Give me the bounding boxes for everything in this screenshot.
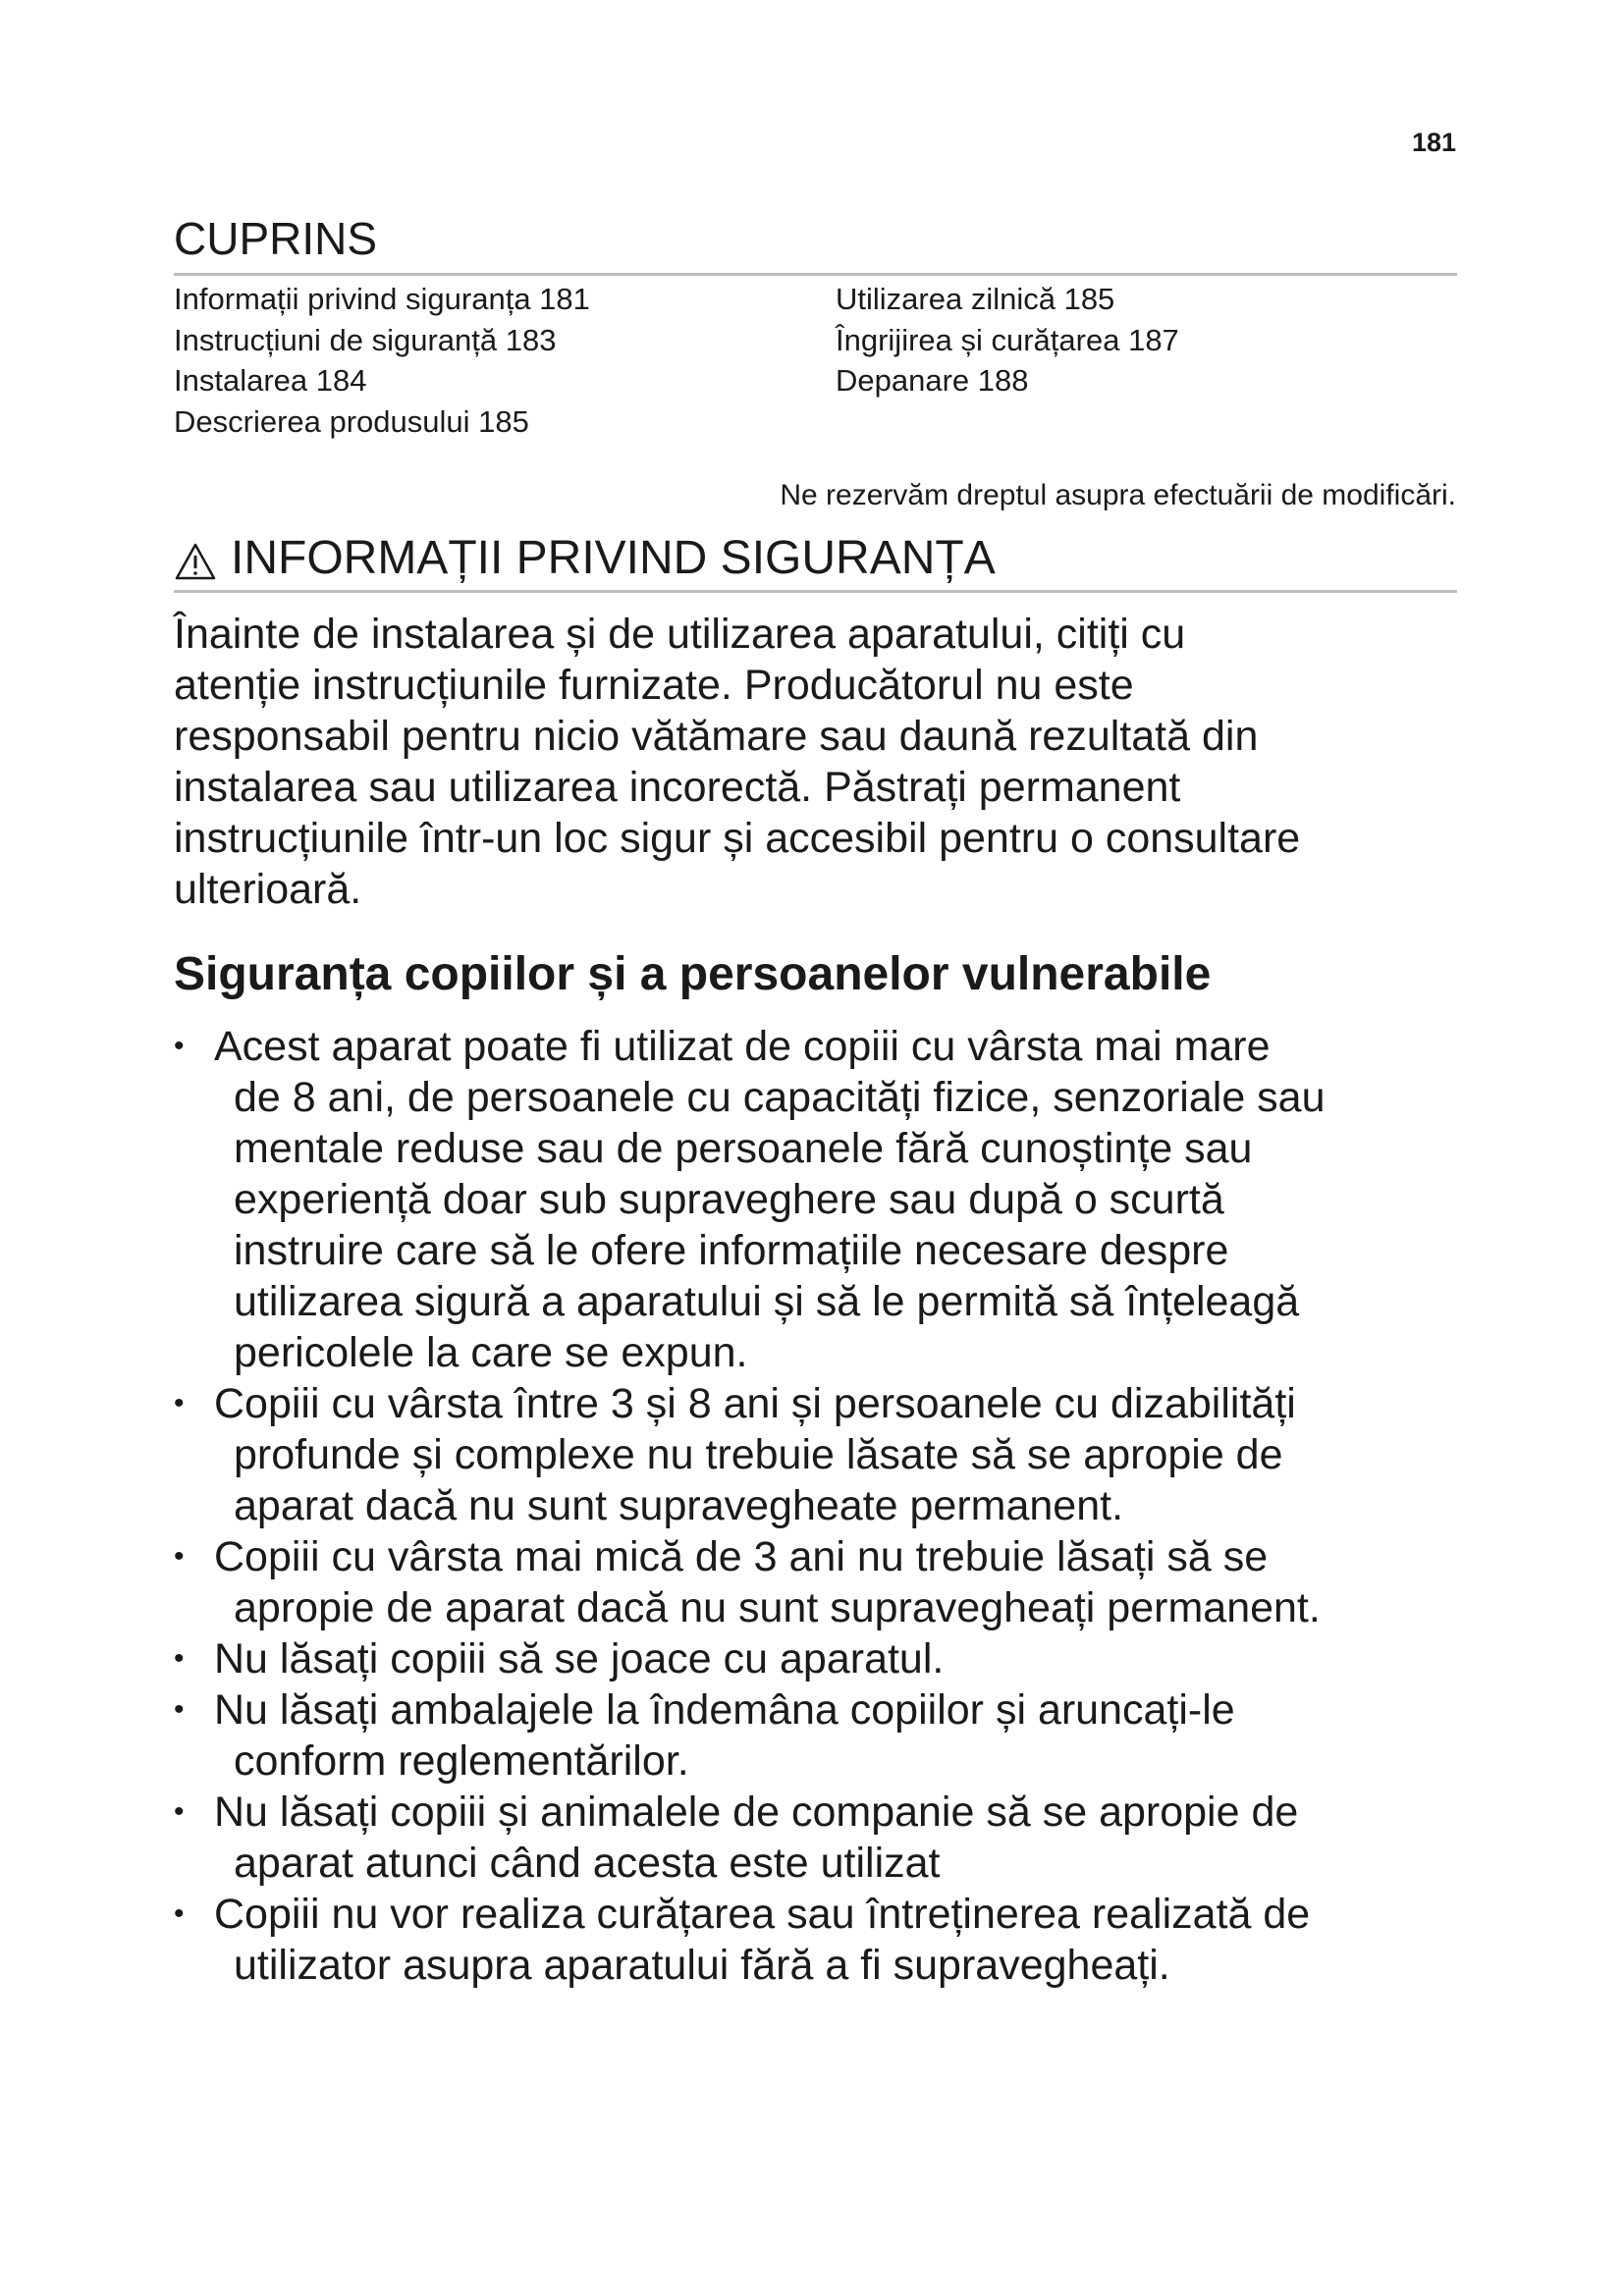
bullet-line: mentale reduse sau de persoanele fără cunoștințe sau [234,1125,1253,1172]
intro-line: Înainte de instalarea și de utilizarea aparatului, citiți cu [174,611,1186,658]
bullet-line: experiență doar sub supraveghere sau după o scurtă [234,1176,1224,1223]
toc-item[interactable]: Instalarea 184 [174,363,367,398]
bullet-marker: • [174,1030,185,1062]
toc-item[interactable]: Îngrijirea și curățarea 187 [836,322,1179,357]
bullet-line: de 8 ani, de persoanele cu capacități fizice, senzoriale sau [234,1074,1326,1121]
list-item [174,1633,1470,1684]
bullet-line: Acest aparat poate fi utilizat de copiii cu vârsta mai mare [214,1023,1271,1070]
section-heading [174,531,996,585]
toc-item[interactable]: Descrierea produsului 185 [174,403,529,439]
bullet-marker: • [174,1387,185,1419]
bullet-line: Nu lăsați copiii să se joace cu aparatul. [214,1635,945,1682]
list-item [174,1787,1470,1889]
bullet-line: apropie de aparat dacă nu sunt supravegheați permanent. [234,1584,1321,1631]
bullet-marker: • [174,1642,185,1675]
intro-line: instrucțiunile într-un loc sigur și accesibil pentru o consultare [174,815,1301,862]
bullet-line: utilizator asupra aparatului fără a fi supravegheați. [234,1942,1170,1989]
list-item [174,1684,1470,1787]
bullet-line: utilizarea sigură a aparatului și să le permită să înțeleagă [234,1278,1300,1325]
intro-line: ulterioară. [174,866,362,913]
intro-paragraph [174,609,1470,915]
bullet-line: Nu lăsați copiii și animalele de companie să se apropie de [214,1789,1299,1836]
bullet-line: conform reglementărilor. [234,1737,689,1785]
intro-line: instalarea sau utilizarea incorectă. Păstrați permanent [174,764,1181,811]
bullet-line: pericolele la care se expun. [234,1329,748,1376]
list-item [174,1531,1470,1633]
list-item [174,1021,1470,1378]
bullet-line: Copiii nu vor realiza curățarea sau întreținerea realizată de [214,1891,1311,1938]
safety-bullet-list [174,1021,1470,1991]
bullet-line: Nu lăsați ambalajele la îndemâna copiilor și aruncați-le [214,1686,1235,1734]
toc-item[interactable]: Depanare 188 [836,363,1029,398]
toc-divider [174,273,1457,276]
list-item [174,1378,1470,1531]
warning-triangle-icon [174,539,217,578]
bullet-line: aparat atunci când acesta este utilizat [234,1840,941,1887]
section-title: INFORMAȚII PRIVIND SIGURANȚA [231,532,996,584]
toc-left-column [174,279,590,442]
bullet-line: aparat dacă nu sunt supravegheate permanent. [234,1482,1124,1529]
toc-item[interactable]: Instrucțiuni de siguranță 183 [174,322,557,357]
bullet-marker: • [174,1693,185,1726]
subsection-title: Siguranța copiilor și a persoanelor vulnerabile [174,948,1212,1000]
list-item [174,1889,1470,1991]
disclaimer-text: Ne rezervăm dreptul asupra efectuării de modificări. [780,479,1456,511]
bullet-line: Copiii cu vârsta mai mică de 3 ani nu trebuie lăsați să se [214,1533,1269,1580]
bullet-marker: • [174,1795,185,1828]
bullet-line: Copiii cu vârsta între 3 și 8 ani și persoanele cu dizabilități [214,1380,1296,1427]
section-divider [174,590,1457,593]
bullet-marker: • [174,1540,185,1573]
toc-title: CUPRINS [174,213,378,264]
toc-item[interactable]: Informații privind siguranța 181 [174,282,590,316]
bullet-line: profunde și complexe nu trebuie lăsate să se apropie de [234,1431,1283,1478]
toc-right-column [836,279,1179,401]
bullet-line: instruire care să le ofere informațiile necesare despre [234,1227,1229,1274]
page-number: 181 [1411,128,1456,157]
toc-item[interactable]: Utilizarea zilnică 185 [836,282,1115,316]
bullet-marker: • [174,1897,185,1930]
intro-line: responsabil pentru nicio vătămare sau daună rezultată din [174,713,1259,760]
intro-line: atenție instrucțiunile furnizate. Producătorul nu este [174,662,1134,709]
